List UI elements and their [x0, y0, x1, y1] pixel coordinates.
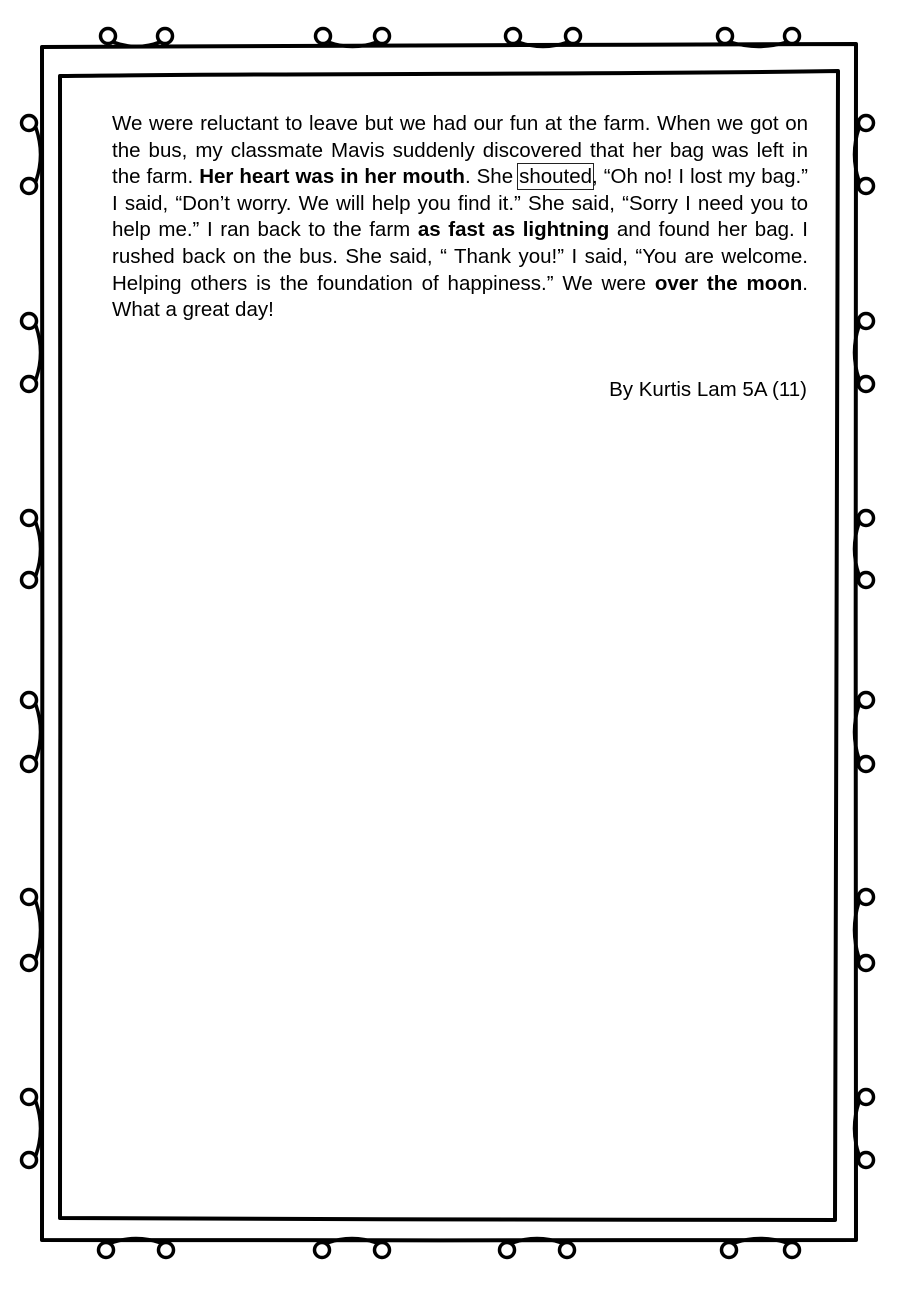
border-loop: [500, 1243, 515, 1258]
border-loop: [722, 1243, 737, 1258]
border-loop: [22, 1153, 37, 1168]
border-loop: [22, 693, 37, 708]
border-loop: [859, 757, 874, 772]
border-loop-connector: [36, 1102, 41, 1155]
boxed-word-shouted: shouted: [519, 165, 593, 189]
idiom-fast-as-lightning: as fast as lightning: [417, 218, 610, 242]
border-loop: [859, 314, 874, 329]
border-loop: [22, 511, 37, 526]
border-loop: [859, 377, 874, 392]
border-loop: [560, 1243, 575, 1258]
border-loop: [22, 890, 37, 905]
border-loop-connector: [113, 42, 160, 47]
border-loop: [22, 179, 37, 194]
border-loop: [315, 1243, 330, 1258]
border-loop: [22, 116, 37, 131]
border-loop: [22, 377, 37, 392]
border-loop: [22, 757, 37, 772]
border-loop: [859, 693, 874, 708]
border-loop-connector: [36, 326, 41, 379]
border-loop: [859, 890, 874, 905]
border-loop: [859, 511, 874, 526]
border-loop: [785, 1243, 800, 1258]
border-loop: [99, 1243, 114, 1258]
border-loop: [159, 1243, 174, 1258]
border-loop: [22, 573, 37, 588]
border-loop: [859, 573, 874, 588]
border-loop: [859, 956, 874, 971]
border-loop-connector: [36, 128, 41, 181]
border-loop: [22, 314, 37, 329]
border-loop: [375, 1243, 390, 1258]
border-loop: [859, 1090, 874, 1105]
border-loop: [859, 116, 874, 131]
border-loop-connector: [36, 902, 41, 958]
story-text-5: . What a great day!: [112, 271, 808, 322]
border-loop-connector: [36, 705, 41, 759]
story-text-1: We were reluctant to leave but we had our fun at the farm. When we got on the bus, my classmate Mavis suddenly discovered that her bag was left in the farm.: [112, 112, 808, 189]
border-loop: [859, 179, 874, 194]
story-paragraph: [112, 111, 808, 324]
story-text-4: and found her bag. I rushed back on the bus. She said, “ Thank you!” I said, “You are welcome. Helping others is the foundation of happiness.” We were: [112, 218, 808, 295]
story-text-3: , “Oh no! I lost my bag.” I said, “Don’t worry. We will help you find it.” She said, “Sorry I need you to help me.” I ran back to the farm: [112, 165, 808, 242]
border-loop: [22, 956, 37, 971]
author-byline: By Kurtis Lam 5A (11): [609, 378, 807, 401]
story-text-2: . She: [464, 165, 520, 189]
border-loop-connector: [36, 523, 41, 575]
border-loop: [859, 1153, 874, 1168]
idiom-over-the-moon: over the moon: [654, 271, 803, 295]
border-loop: [22, 1090, 37, 1105]
idiom-her-heart: Her heart was in her mouth: [199, 165, 465, 189]
